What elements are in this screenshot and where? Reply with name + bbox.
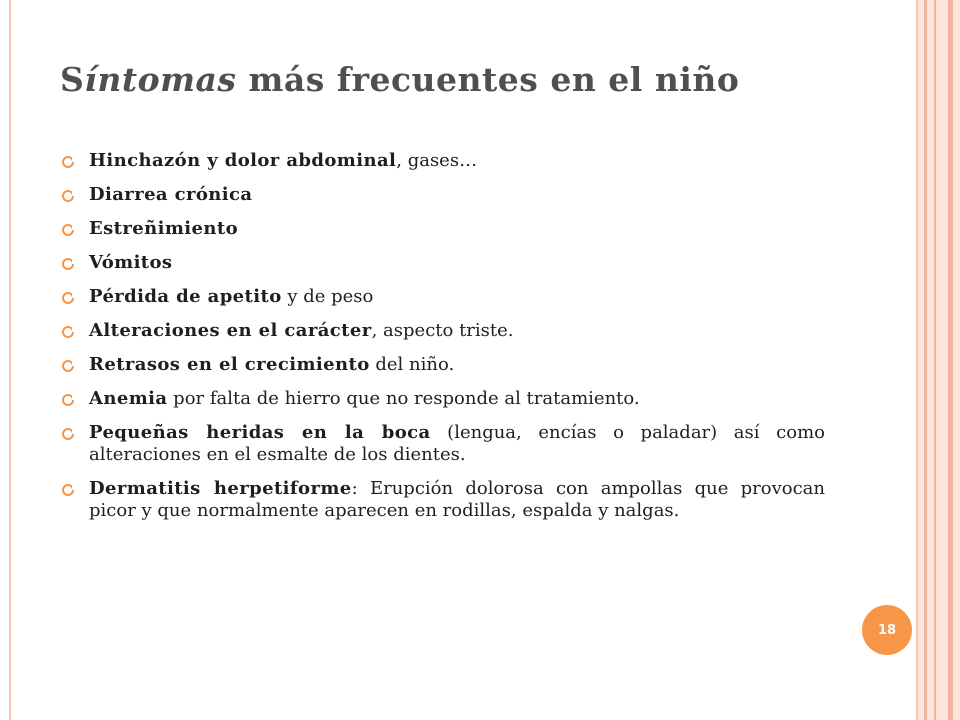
list-item-text: del niño. [369, 354, 455, 375]
list-item [60, 354, 825, 376]
side-stripe [934, 0, 936, 720]
list-item-lead: Vómitos [89, 252, 173, 273]
bullet-icon [62, 224, 74, 236]
list-item [60, 150, 825, 172]
symptom-list [60, 150, 825, 534]
slide-title-emphasis: íntomas [84, 60, 237, 99]
slide-title-lead: S [60, 60, 85, 99]
slide-title-rest: más frecuentes en el niño [236, 60, 740, 99]
list-item-lead: Estreñimiento [89, 218, 238, 239]
side-stripe [924, 0, 927, 720]
list-item-text: : Erupción dolorosa con ampollas que provocan picor y que normalmente aparecen en rodillas, espalda y nalgas. [89, 478, 825, 521]
list-item-lead: Anemia [89, 388, 168, 409]
list-item-text: y de peso [281, 286, 374, 307]
list-item [60, 252, 825, 274]
bullet-icon [62, 258, 74, 270]
list-item-text: , aspecto triste. [371, 320, 514, 341]
bullet-icon [62, 394, 74, 406]
list-item-lead: Retrasos en el crecimiento [89, 354, 370, 375]
list-item-lead: Dermatitis herpetiforme [89, 478, 352, 499]
bullet-icon [62, 360, 74, 372]
list-item [60, 320, 825, 342]
decorative-side-band [918, 0, 960, 720]
list-item-lead: Pérdida de apetito [89, 286, 282, 307]
list-item [60, 286, 825, 308]
list-item [60, 184, 825, 206]
list-item [60, 388, 825, 410]
bullet-icon [62, 190, 74, 202]
bullet-icon [62, 484, 74, 496]
bullet-icon [62, 156, 74, 168]
page-number: 18 [877, 622, 897, 638]
list-item-lead: Diarrea crónica [89, 184, 253, 205]
list-item [60, 422, 825, 466]
slide-title [60, 60, 880, 99]
list-item-text: por falta de hierro que no responde al tratamiento. [167, 388, 640, 409]
list-item-text: (lengua, encías o paladar) así como alteraciones en el esmalte de los dientes. [89, 422, 825, 465]
list-item-lead: Alteraciones en el carácter [89, 320, 372, 341]
list-item [60, 218, 825, 240]
bullet-icon [62, 292, 74, 304]
page-number-badge [862, 605, 912, 655]
side-stripe [948, 0, 953, 720]
bullet-icon [62, 428, 74, 440]
bullet-icon [62, 326, 74, 338]
list-item-lead: Hinchazón y dolor abdominal [89, 150, 397, 171]
list-item-text: , gases… [396, 150, 478, 171]
list-item [60, 478, 825, 522]
list-item-lead: Pequeñas heridas en la boca [89, 422, 431, 443]
